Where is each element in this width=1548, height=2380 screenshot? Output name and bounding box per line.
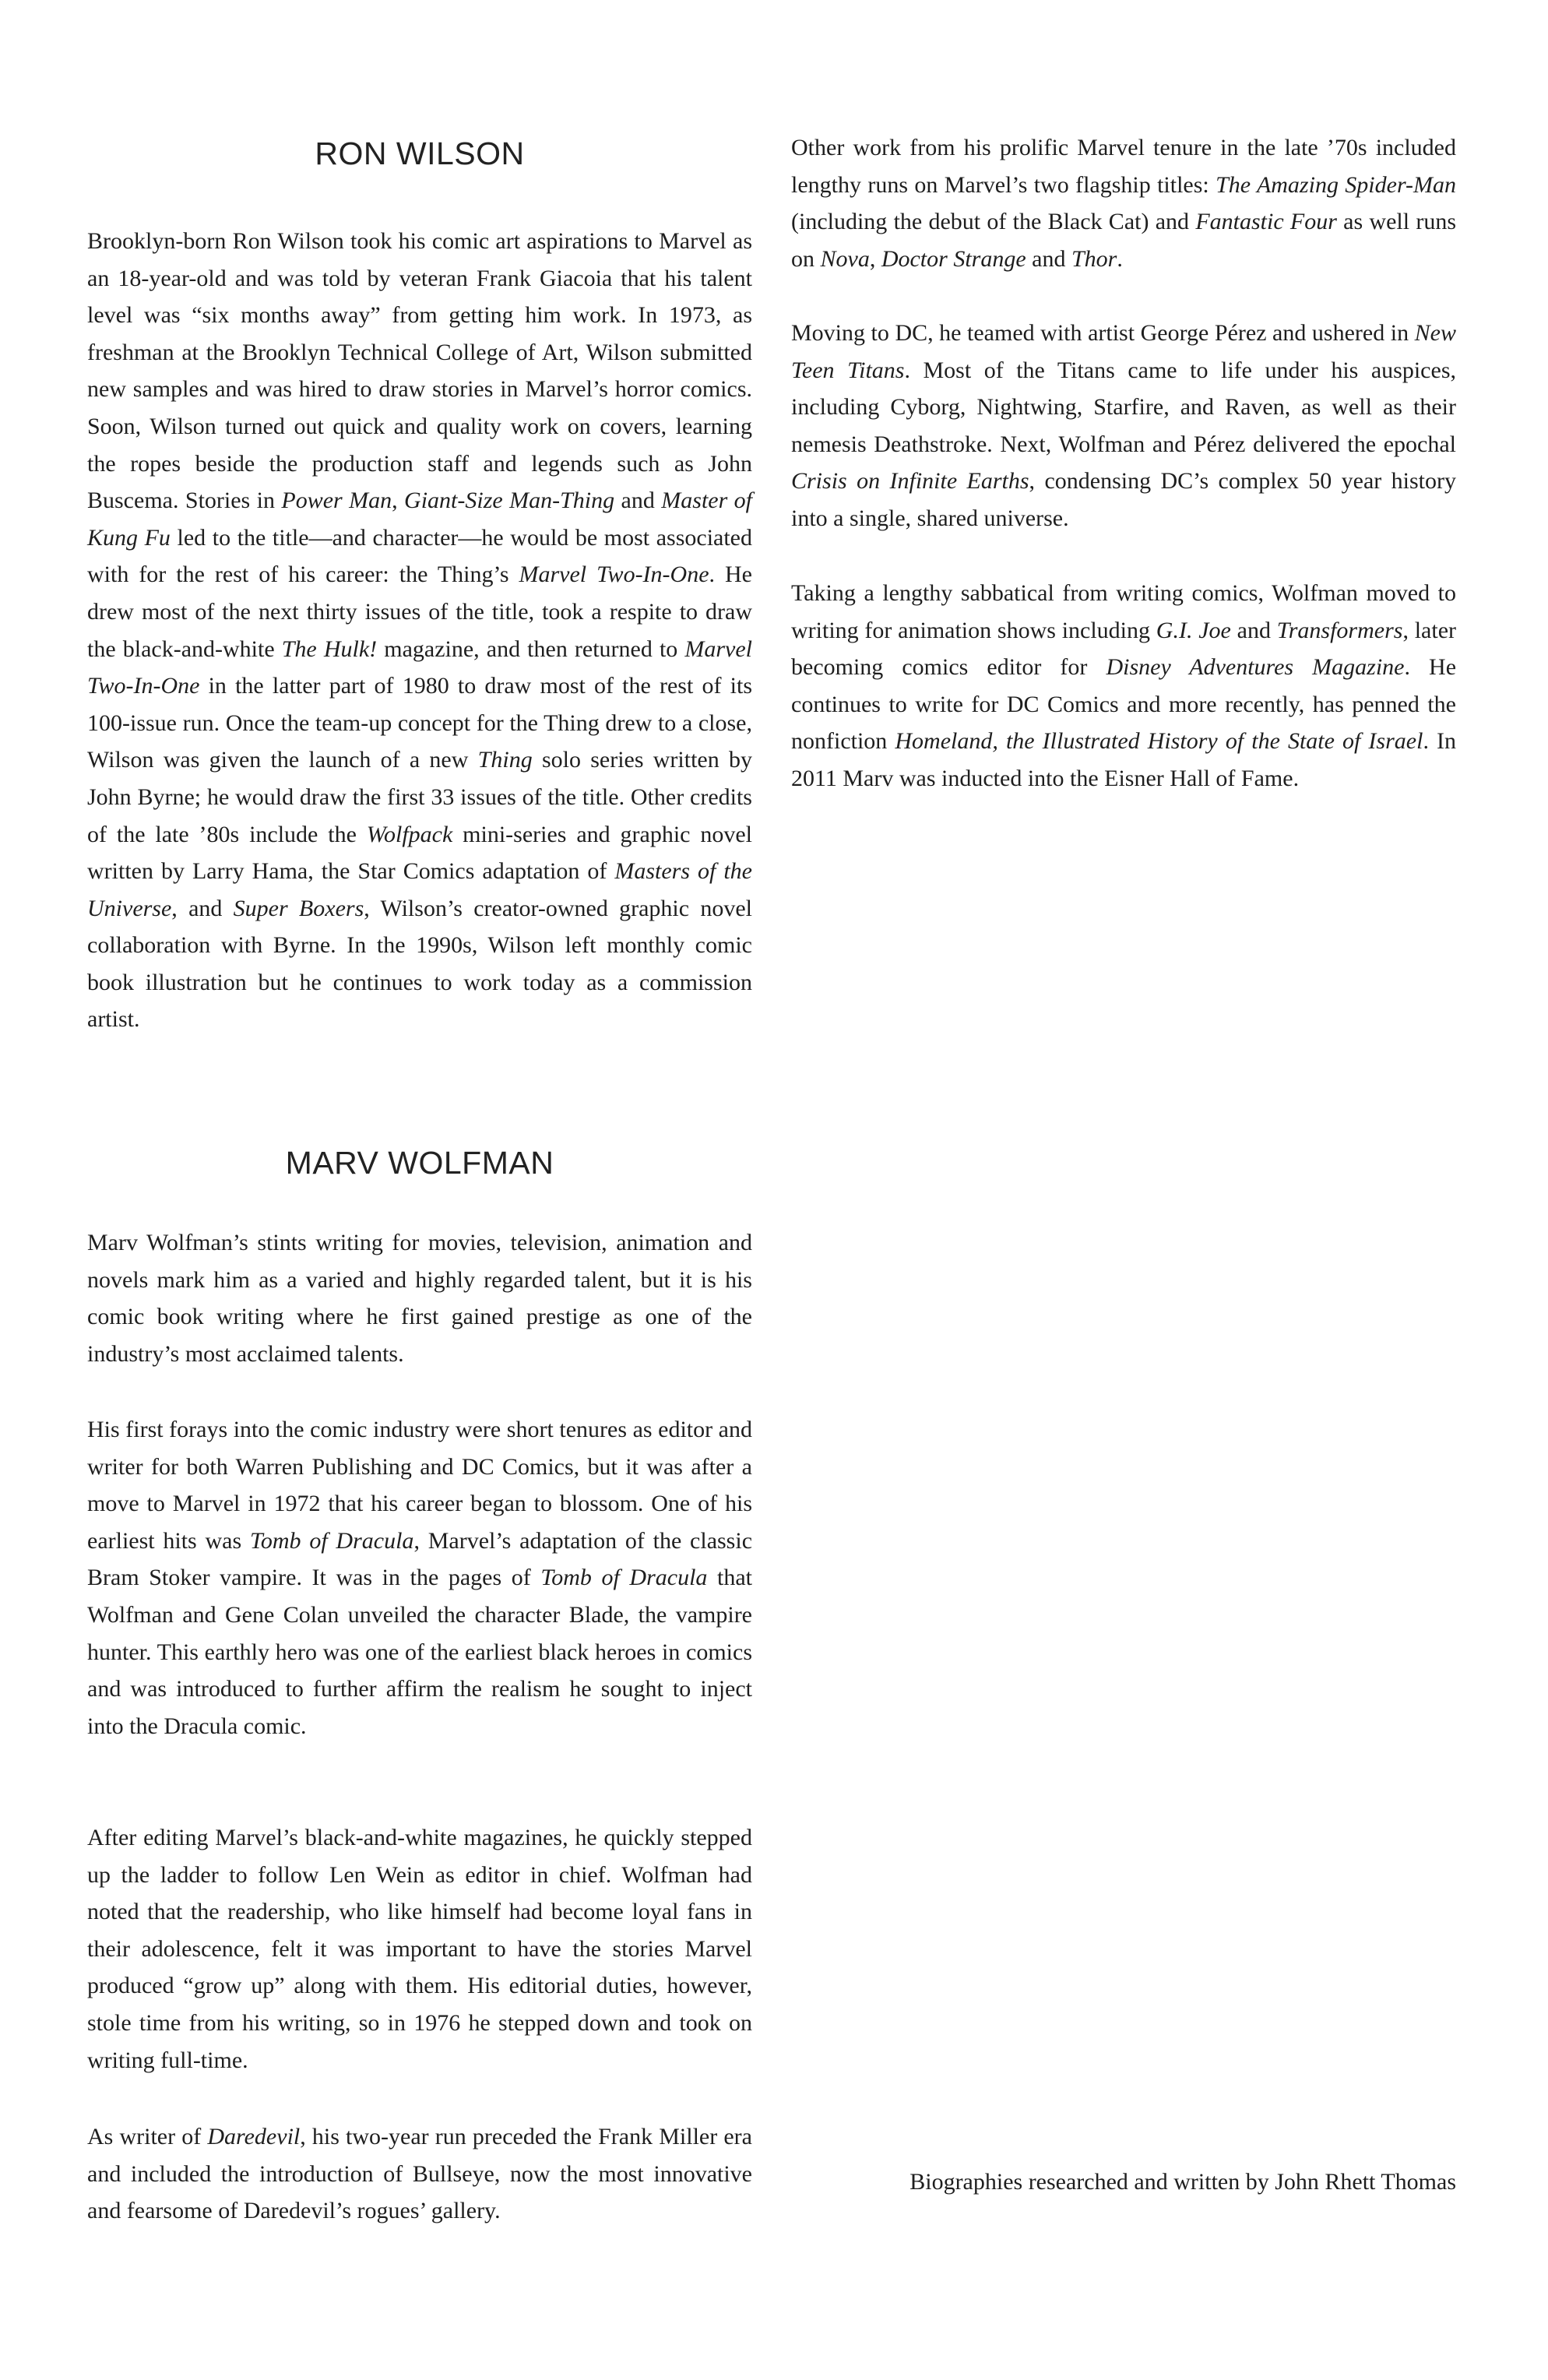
heading-marv-wolfman: MARV WOLFMAN: [285, 1145, 554, 1181]
wolfman-paragraph-7: Taking a lengthy sabbatical from writing comics, Wolfman moved to writing for animation shows including G.I. Joe and Transformers, later becoming comics editor for Disney Adventures Magazine. He continues to write for DC Comics and more recently, has penned the nonfiction Homeland, the Illustrated History of the State of Israel. In 2011 Marv was inducted into the Eisner Hall of Fame.: [791, 580, 1457, 791]
wolfman-paragraph-2: His first forays into the comic industry were short tenures as editor and writer for both Warren Publishing and DC Comics, but it was after a move to Marvel in 1972 that his career began to blossom. One of his earliest hits was Tomb of Dracula, Marvel’s adaptation of the classic Bram Stoker vampire. It was in the pages of Tomb of Dracula that Wolfman and Gene Colan unveiled the character Blade, the vampire hunter. This earthly hero was one of the earliest black heroes in comics and was introduced to further affirm the realism he sought to inject into the Dracula comic.: [87, 1417, 753, 1739]
wolfman-paragraph-6: Moving to DC, he teamed with artist George Pérez and ushered in New Teen Titans. Most of the Titans came to life under his auspices, including Cyborg, Nightwing, Starfire, and Raven, as well as their nemesis Deathstroke. Next, Wolfman and Pérez delivered the epochal Crisis on Infinite Earths, condensing DC’s complex 50 year history into a single, shared universe.: [791, 320, 1456, 531]
wolfman-paragraph-4: As writer of Daredevil, his two-year run preceded the Frank Miller era and included the introduction of Bullseye, now the most innovative and fearsome of Daredevil’s rogues’ gallery.: [87, 2124, 752, 2224]
credit-line: Biographies researched and written by John Rhett Thomas: [909, 2169, 1456, 2195]
wilson-bio-paragraph: Brooklyn-born Ron Wilson took his comic art aspirations to Marvel as an 18-year-old and was told by veteran Frank Giacoia that his talent level was “six months away” from getting him work. In 1973, as freshman at the Brooklyn Technical College of Art, Wilson submitted new samples and was hired to draw stories in Marvel’s horror comics. Soon, Wilson turned out quick and quality work on covers, learning the ropes beside the production staff and legends such as John Buscema. Stories in Power Man, Giant-Size Man-Thing and Master of Kung Fu led to the title—and character—he would be most associated with for the rest of his career: the Thing’s Marvel Two-In-One. He drew most of the next thirty issues of the title, took a respite to draw the black-and-white The Hulk! magazine, and then returned to Marvel Two-In-One in the latter part of 1980 to draw most of the rest of its 100-issue run. Once the team-up concept for the Thing drew to a close, Wilson was given the launch of a new Thing solo series written by John Byrne; he would draw the first 33 issues of the title. Other credits of the late ’80s include the Wolfpack mini-series and graphic novel written by Larry Hama, the Star Comics adaptation of Masters of the Universe, and Super Boxers, Wilson’s creator-owned graphic novel collaboration with Byrne. In the 1990s, Wilson left monthly comic book illustration but he continues to work today as a commission artist.: [87, 228, 753, 1033]
wolfman-paragraph-1: Marv Wolfman’s stints writing for movies, television, animation and novels mark him as a varied and highly regarded talent, but it is his comic book writing where he first gained prestige as one of the industry’s most acclaimed talents.: [87, 1230, 752, 1367]
heading-ron-wilson: RON WILSON: [315, 136, 525, 171]
wolfman-paragraph-5: Other work from his prolific Marvel tenure in the late ’70s included lengthy runs on Marvel’s two flagship titles: The Amazing Spider-Man (including the debut of the Black Cat) and Fantastic Four as well runs on Nova, Doctor Strange and Thor.: [791, 135, 1457, 272]
wolfman-paragraph-3: After editing Marvel’s black-and-white magazines, he quickly stepped up the ladder to follow Len Wein as editor in chief. Wolfman had noted that the readership, who like himself had become loyal fans in their adolescence, felt it was important to have the stories Marvel produced “grow up” along with them. His editorial duties, however, stole time from his writing, so in 1976 he stepped down and took on writing full-time.: [87, 1825, 752, 2073]
